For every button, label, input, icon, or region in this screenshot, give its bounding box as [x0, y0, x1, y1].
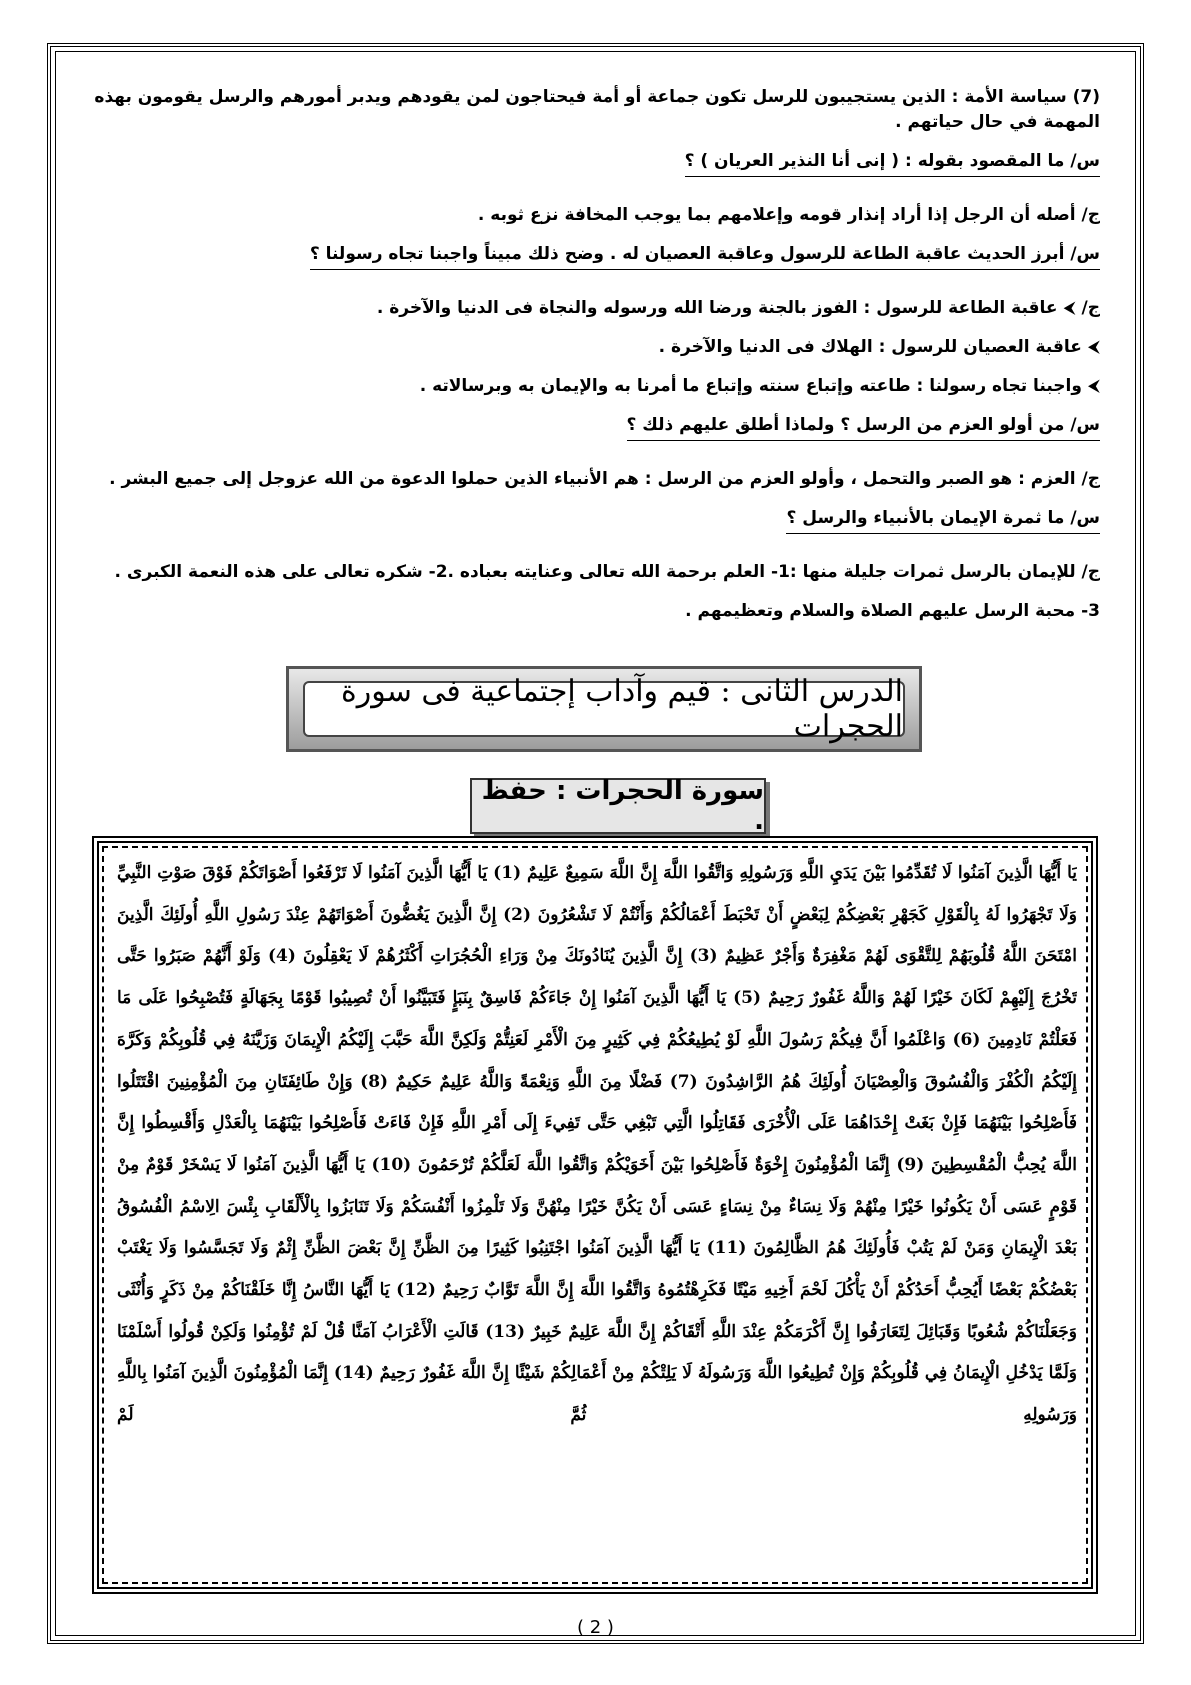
answer-2-item-2: ⮜عاقبة العصيان للرسول : الهلاك فى الدنيا والآخرة .: [658, 337, 1100, 357]
quran-verses: يَا أَيُّهَا الَّذِينَ آمَنُوا لَا تُقَدِّمُوا بَيْنَ يَدَيِ اللَّهِ وَرَسُولِهِ وَاتَّقُوا اللَّهَ إِنَّ اللَّهَ سَمِيعٌ عَلِيمٌ (1) يَا أَيُّهَا الَّذِينَ آمَنُوا لَا تَرْفَعُوا أَصْوَاتَكُمْ فَوْقَ صَوْتِ النَّبِيِّ وَلَا تَجْهَرُوا لَهُ بِالْقَوْلِ كَجَهْرِ بَعْضِكُمْ لِبَعْضٍ أَنْ تَحْبَطَ أَعْمَالُكُمْ وَأَنْتُمْ لَا تَشْعُرُونَ (2) إِنَّ الَّذِينَ يَغُضُّونَ أَصْوَاتَهُمْ عِنْدَ رَسُولِ اللَّهِ أُولَئِكَ الَّذِينَ امْتَحَنَ اللَّهُ قُلُوبَهُمْ لِلتَّقْوَى لَهُمْ مَغْفِرَةٌ وَأَجْرٌ عَظِيمٌ (3) إِنَّ الَّذِينَ يُنَادُونَكَ مِنْ وَرَاءِ الْحُجُرَاتِ أَكْثَرُهُمْ لَا يَعْقِلُونَ (4) وَلَوْ أَنَّهُمْ صَبَرُوا حَتَّى تَخْرُجَ إِلَيْهِمْ لَكَانَ خَيْرًا لَهُمْ وَاللَّهُ غَفُورٌ رَحِيمٌ (5) يَا أَيُّهَا الَّذِينَ آمَنُوا إِنْ جَاءَكُمْ فَاسِقٌ بِنَبَإٍ فَتَبَيَّنُوا أَنْ تُصِيبُوا قَوْمًا بِجَهَالَةٍ فَتُصْبِحُوا عَلَى مَا فَعَلْتُمْ نَادِمِينَ (6) وَاعْلَمُوا أَنَّ فِيكُمْ رَسُولَ اللَّهِ لَوْ يُطِيعُكُمْ فِي كَثِيرٍ مِنَ الْأَمْرِ لَعَنِتُّمْ وَلَكِنَّ اللَّهَ حَبَّبَ إِلَيْكُمُ الْإِيمَانَ وَزَيَّنَهُ فِي قُلُوبِكُمْ وَكَرَّهَ إِلَيْكُمُ الْكُفْرَ وَالْفُسُوقَ وَالْعِصْيَانَ أُولَئِكَ هُمُ الرَّاشِدُونَ (7) فَضْلًا مِنَ اللَّهِ وَنِعْمَةً وَاللَّهُ عَلِيمٌ حَكِيمٌ (8) وَإِنْ طَائِفَتَانِ مِنَ الْمُؤْمِنِينَ اقْتَتَلُوا فَأَصْلِحُوا بَيْنَهُمَا فَإِنْ بَغَتْ إِحْدَاهُمَا عَلَى الْأُخْرَى فَقَاتِلُوا الَّتِي تَبْغِي حَتَّى تَفِيءَ إِلَى أَمْرِ اللَّهِ فَإِنْ فَاءَتْ فَأَصْلِحُوا بَيْنَهُمَا بِالْعَدْلِ وَأَقْسِطُوا إِنَّ اللَّهَ يُحِبُّ الْمُقْسِطِينَ (9) إِنَّمَا الْمُؤْمِنُونَ إِخْوَةٌ فَأَصْلِحُوا بَيْنَ أَخَوَيْكُمْ وَاتَّقُوا اللَّهَ لَعَلَّكُمْ تُرْحَمُونَ (10) يَا أَيُّهَا الَّذِينَ آمَنُوا لَا يَسْخَرْ قَوْمٌ مِنْ قَوْمٍ عَسَى أَنْ يَكُونُوا خَيْرًا مِنْهُمْ وَلَا نِسَاءٌ مِنْ نِسَاءٍ عَسَى أَنْ يَكُنَّ خَيْرًا مِنْهُنَّ وَلَا تَلْمِزُوا أَنْفُسَكُمْ وَلَا تَنَابَزُوا بِالْأَلْقَابِ بِئْسَ الِاسْمُ الْفُسُوقُ بَعْدَ الْإِيمَانِ وَمَنْ لَمْ يَتُبْ فَأُولَئِكَ هُمُ الظَّالِمُونَ (11) يَا أَيُّهَا الَّذِينَ آمَنُوا اجْتَنِبُوا كَثِيرًا مِنَ الظَّنِّ إِنَّ بَعْضَ الظَّنِّ إِثْمٌ وَلَا تَجَسَّسُوا وَلَا يَغْتَبْ بَعْضُكُمْ بَعْضًا أَيُحِبُّ أَحَدُكُمْ أَنْ يَأْكُلَ لَحْمَ أَخِيهِ مَيْتًا فَكَرِهْتُمُوهُ وَاتَّقُوا اللَّهَ إِنَّ اللَّهَ تَوَّابٌ رَحِيمٌ (12) يَا أَيُّهَا النَّاسُ إِنَّا خَلَقْنَاكُمْ مِنْ ذَكَرٍ وَأُنْثَى وَجَعَلْنَاكُمْ شُعُوبًا وَقَبَائِلَ لِتَعَارَفُوا إِنَّ أَكْرَمَكُمْ عِنْدَ اللَّهِ أَتْقَاكُمْ إِنَّ اللَّهَ عَلِيمٌ خَبِيرٌ (13) قَالَتِ الْأَعْرَابُ آمَنَّا قُلْ لَمْ تُؤْمِنُوا وَلَكِنْ قُولُوا أَسْلَمْنَا وَلَمَّا يَدْخُلِ الْإِيمَانُ فِي قُلُوبِكُمْ وَإِنْ تُطِيعُوا اللَّهَ وَرَسُولَهُ لَا يَلِتْكُمْ مِنْ أَعْمَالِكُمْ شَيْئًا إِنَّ اللَّهَ غَفُورٌ رَحِيمٌ (14) إِنَّمَا الْمُؤْمِنُونَ الَّذِينَ آمَنُوا بِاللَّهِ وَرَسُولِهِ ثُمَّ لَمْ: [117, 863, 1077, 1426]
surah-label: سورة الحجرات : حفظ .: [470, 778, 766, 834]
page-number: ( 2 ): [577, 1617, 614, 1638]
qa-section: [90, 85, 1100, 638]
arrow-icon: ⮜: [1063, 298, 1076, 318]
question-3: س/ من أولو العزم من الرسل ؟ ولماذا أطلق عليهم ذلك ؟: [627, 413, 1100, 441]
arrow-icon: ⮜: [1087, 376, 1100, 396]
question-4: س/ ما ثمرة الإيمان بالأنبياء والرسل ؟: [786, 506, 1100, 534]
answer-4-line-2: 3- محبة الرسل عليهم الصلاة والسلام وتعظيمهم .: [685, 601, 1100, 621]
question-1: س/ ما المقصود بقوله : ( إنى أنا النذير العريان ) ؟: [685, 149, 1100, 177]
quran-box: [92, 836, 1098, 1594]
answer-2-item-3: ⮜واجبنا تجاه رسولنا : طاعته وإتباع سنته وإتباع ما أمرنا به والإيمان به وبرسالاته .: [419, 376, 1100, 396]
point-7-text: (7) سياسة الأمة : الذين يستجيبون للرسل تكون جماعة أو أمة فيحتاجون لمن يقودهم ويدبر أمورهم والرسل يقومون بهذه المهمة في حال حياتهم .: [94, 87, 1100, 132]
answer-1: ج/ أصله أن الرجل إذا أراد إنذار قومه وإعلامهم بما يوجب المخافة نزع ثوبه .: [477, 205, 1100, 225]
lesson-title: الدرس الثانى : قيم وآداب إجتماعية فى سورة الحجرات: [303, 681, 905, 737]
answer-3: ج/ العزم : هو الصبر والتحمل ، وأولو العزم من الرسل : هم الأنبياء الذين حملوا الدعوة من الله عزوجل إلى جميع البشر .: [109, 469, 1100, 489]
answer-2-item-1: ج/ ⮜عاقبة الطاعة للرسول : الفوز بالجنة ورضا الله ورسوله والنجاة فى الدنيا والآخرة .: [376, 298, 1100, 318]
arrow-icon: ⮜: [1087, 337, 1100, 357]
answer-2-lead: ج/: [1081, 298, 1100, 318]
lesson-banner: [286, 666, 922, 752]
question-2: س/ أبرز الحديث عاقبة الطاعة للرسول وعاقبة العصيان له . وضح ذلك مبيناً واجبنا تجاه رسولنا ؟: [310, 242, 1100, 270]
answer-4-line-1: ج/ للإيمان بالرسل ثمرات جليلة منها :1- العلم برحمة الله تعالى وعنايته بعباده .2- شكره تعالى على هذه النعمة الكبرى .: [114, 562, 1100, 582]
